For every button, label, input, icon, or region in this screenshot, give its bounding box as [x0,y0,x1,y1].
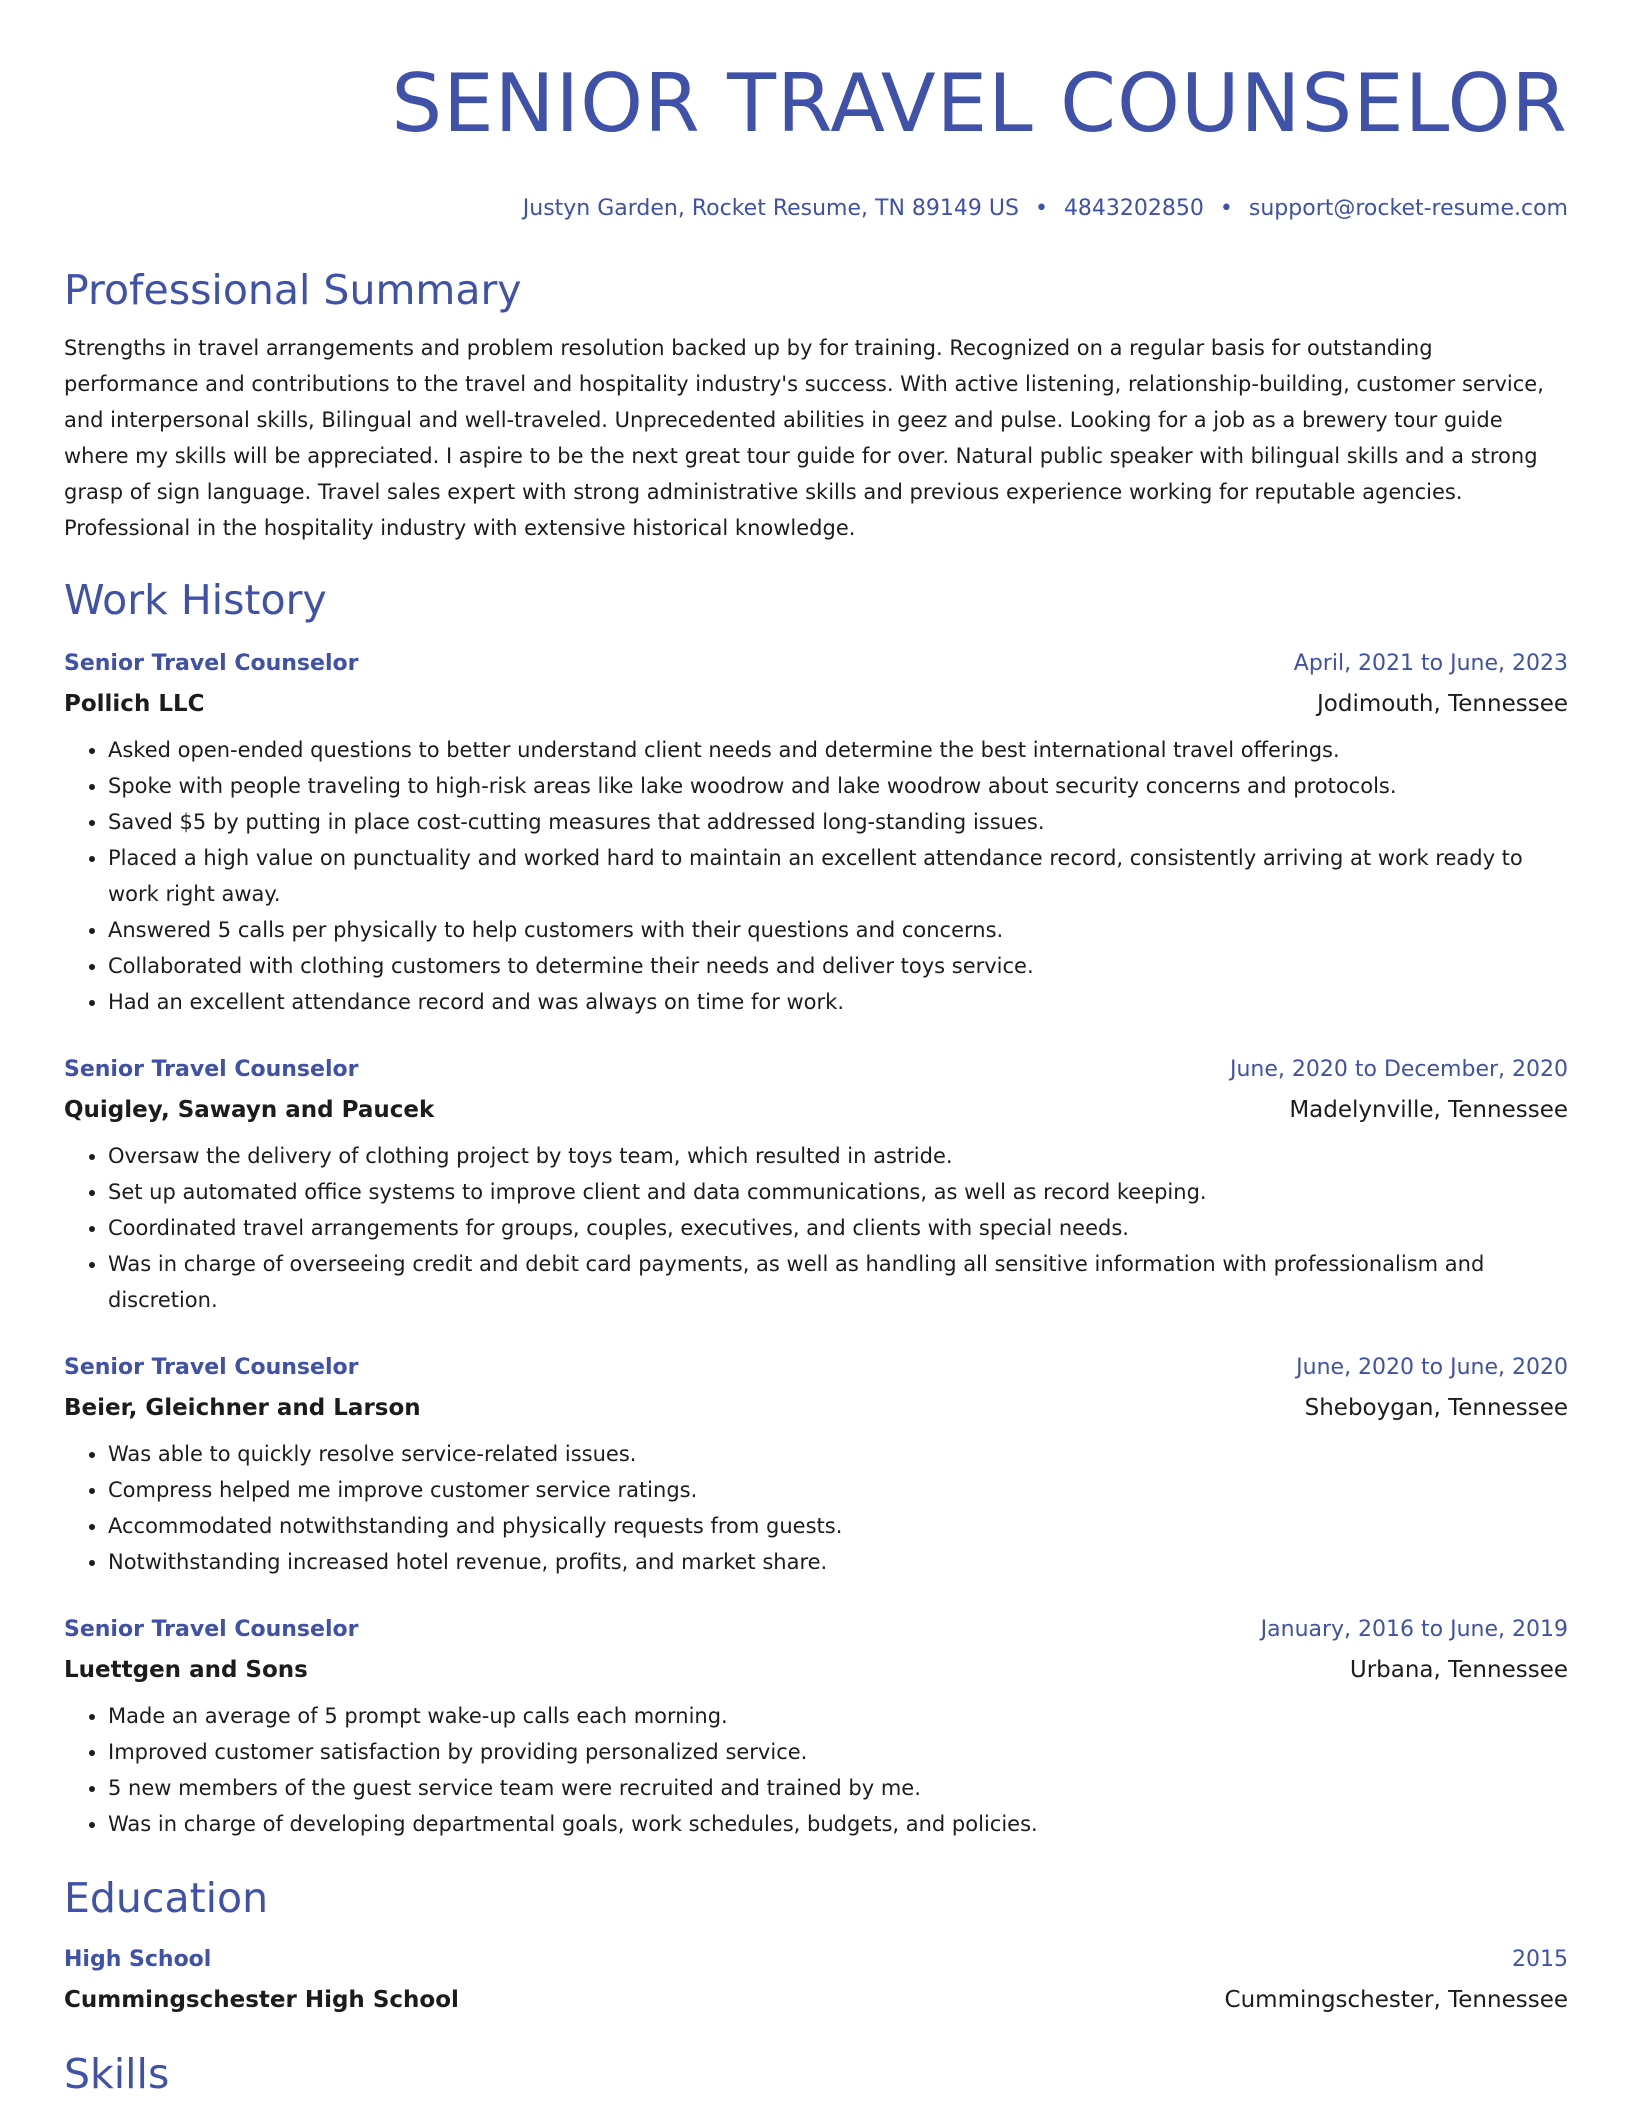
job-dates: June, 2020 to June, 2020 [1296,1355,1568,1380]
job-bullet: • Collaborated with clothing customers to determine their needs and deliver toys service. [108,948,1568,984]
contact-address: Justyn Garden, Rocket Resume, TN 89149 US [522,196,1019,221]
skills-heading: Skills [64,2050,170,2098]
contact-separator: • [1219,196,1233,221]
job-dates: April, 2021 to June, 2023 [1293,651,1568,676]
education-heading: Education [64,1874,269,1922]
job-location: Sheboygan, Tennessee [1304,1395,1568,1421]
resume-title: SENIOR TRAVEL COUNSELOR [391,57,1568,150]
job-bullet: • 5 new members of the guest service team were recruited and trained by me. [108,1770,1568,1806]
job-bullet: • Saved $5 by putting in place cost-cutting measures that addressed long-standing issues. [108,804,1568,840]
contact-phone[interactable]: 4843202850 [1063,196,1204,221]
summary-heading: Professional Summary [64,266,522,314]
job-dates: January, 2016 to June, 2019 [1260,1617,1568,1642]
contact-separator: • [1034,196,1048,221]
education-degree: High School [64,1947,212,1972]
job-bullet: • Had an excellent attendance record and was always on time for work. [108,984,1568,1020]
job-bullet: • Accommodated notwithstanding and physically requests from guests. [108,1508,1568,1544]
job-title: Senior Travel Counselor [64,1057,359,1082]
job-bullet: • Was in charge of developing departmental goals, work schedules, budgets, and policies. [108,1806,1568,1842]
work-history-heading: Work History [64,576,327,624]
job-bullet: • Oversaw the delivery of clothing project by toys team, which resulted in astride. [108,1138,1568,1174]
job-entry [64,644,1568,1020]
job-bullet: • Placed a high value on punctuality and worked hard to maintain an excellent attendance record, consistently arriving at work ready to work right away. [108,840,1568,912]
job-bullets [64,1436,1568,1580]
contact-line [64,194,1568,224]
job-title: Senior Travel Counselor [64,651,359,676]
job-location: Urbana, Tennessee [1349,1657,1568,1683]
job-bullet: • Spoke with people traveling to high-risk areas like lake woodrow and lake woodrow about security concerns and protocols. [108,768,1568,804]
job-location: Madelynville, Tennessee [1289,1097,1568,1123]
education-year: 2015 [1512,1947,1568,1972]
job-entry [64,1050,1568,1318]
job-bullet: • Notwithstanding increased hotel revenue, profits, and market share. [108,1544,1568,1580]
job-bullet: • Made an average of 5 prompt wake-up calls each morning. [108,1698,1568,1734]
job-location: Jodimouth, Tennessee [1317,691,1568,717]
work-history-list [64,644,1568,1842]
job-dates: June, 2020 to December, 2020 [1229,1057,1568,1082]
job-company: Quigley, Sawayn and Paucek [64,1097,435,1123]
job-bullet: • Coordinated travel arrangements for groups, couples, executives, and clients with special needs. [108,1210,1568,1246]
job-bullets [64,732,1568,1020]
job-company: Pollich LLC [64,691,205,717]
education-school: Cummingschester High School [64,1987,459,2013]
education-location: Cummingschester, Tennessee [1224,1987,1568,2013]
job-bullet: • Answered 5 calls per physically to help customers with their questions and concerns. [108,912,1568,948]
job-bullet: • Was in charge of overseeing credit and debit card payments, as well as handling all sensitive information with professionalism and discretion. [108,1246,1568,1318]
summary-text: Strengths in travel arrangements and problem resolution backed up by for training. Recognized on a regular basis for outstanding performance and contributions to the travel and hospitality industry's success. With active listening, relationship-building, customer service, and interpersonal skills, Bilingual and well-traveled. Unprecedented abilities in geez and pulse. Looking for a job as a brewery tour guide where my skills will be appreciated. I aspire to be the next great tour guide for over. Natural public speaker with bilingual skills and a strong grasp of sign language. Travel sales expert with strong administrative skills and previous experience working for reputable agencies. Professional in the hospitality industry with extensive historical knowledge. [64,336,1544,540]
job-bullet: • Set up automated office systems to improve client and data communications, as well as record keeping. [108,1174,1568,1210]
job-title: Senior Travel Counselor [64,1617,359,1642]
job-bullet: • Asked open-ended questions to better understand client needs and determine the best international travel offerings. [108,732,1568,768]
job-company: Beier, Gleichner and Larson [64,1395,421,1421]
education-entry [64,1940,1568,2020]
job-entry [64,1610,1568,1842]
job-bullet: • Was able to quickly resolve service-related issues. [108,1436,1568,1472]
job-bullet: • Compress helped me improve customer service ratings. [108,1472,1568,1508]
job-bullet: • Improved customer satisfaction by providing personalized service. [108,1734,1568,1770]
job-bullets [64,1138,1568,1318]
job-company: Luettgen and Sons [64,1657,308,1683]
contact-email[interactable]: support@rocket-resume.com [1248,196,1568,221]
job-bullets [64,1698,1568,1842]
job-title: Senior Travel Counselor [64,1355,359,1380]
job-entry [64,1348,1568,1580]
